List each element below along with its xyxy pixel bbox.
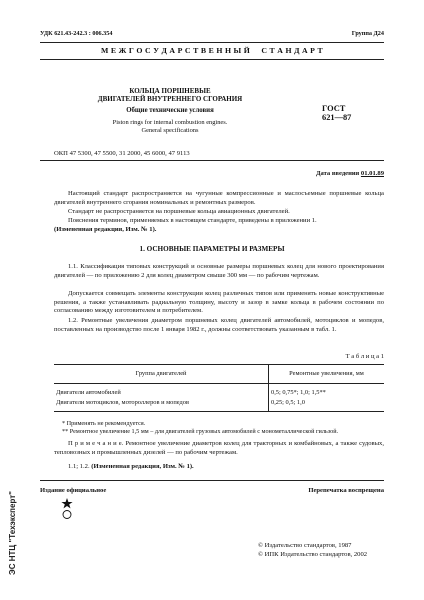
intro-date-label: Дата введения <box>315 170 360 177</box>
section-paragraph-3: 1.2. Ремонтные увеличения диаметром поршневых колец двигателей автомобилей, мотоциклов и мопедов, поставленных на производство после 1 января 1982 г., должны соответствовать указанным в табл. 1. <box>54 317 384 333</box>
title-english-2: General specifications <box>141 127 199 134</box>
table-cell-group: Двигатели мотоциклов, мотороллеров и мопедов <box>54 398 269 412</box>
table-cell-group: Двигатели автомобилей <box>54 384 269 399</box>
copyright-2002: © ИПК Издательство стандартов, 2002 <box>258 551 368 558</box>
intro-amendment: (Измененная редакция, Изм. № 1). <box>54 226 157 233</box>
table-1 <box>54 364 384 412</box>
gost-number: 621—87 <box>322 113 352 122</box>
title-english-1: Piston rings for internal combustion engines. <box>112 119 228 126</box>
intro-date-value: 01.01.89 <box>360 170 384 177</box>
group-code: Группа Д24 <box>351 30 384 37</box>
reprint-notice: Перепечатка воспрещена <box>308 487 384 494</box>
banner-rule <box>40 59 384 60</box>
amendment-ref: 1.1; 1.2. <box>68 463 90 470</box>
table-cell-values: 0,5; 0,75*; 1,0; 1,5** <box>271 389 326 396</box>
gost-label: ГОСТ <box>322 104 346 113</box>
title-line-2: ДВИГАТЕЛЕЙ ВНУТРЕННЕГО СГОРАНИЯ <box>97 95 243 103</box>
table-row <box>54 398 384 412</box>
table-header-values: Ремонтные увеличения, мм <box>269 365 385 384</box>
section-heading: 1. ОСНОВНЫЕ ПАРАМЕТРЫ И РАЗМЕРЫ <box>139 245 285 253</box>
note-text: Ремонтное увеличение диаметров колец для тракторных и комбайновых, а также судовых, тепловозных и промышленных дизелей — по рабочим чертежам. <box>54 440 384 456</box>
side-watermark: ЭС НТЦ "Техэксперт" <box>8 491 17 575</box>
udk-code: УДК 621.43-242.3 : 006.354 <box>40 30 113 37</box>
intro-paragraph-1: Настоящий стандарт распространяется на чугунные компрессионные и маслосъемные поршневые кольца двигателей внутреннего сгорания номинальных и ремонтных размеров. <box>54 190 384 206</box>
amendment-text: (Измененная редакция, Изм. № 1). <box>91 463 194 470</box>
intro-paragraph-2: Стандарт не распространяется на поршневые кольца авиационных двигателей. <box>68 208 290 215</box>
table-row <box>54 384 384 399</box>
footnote-2: ** Ремонтное увеличение 1,5 мм – для двигателей грузовых автомобилей с монометаллической гильзой. <box>62 428 339 435</box>
standard-banner: М Е Ж Г О С У Д А Р С Т В Е Н Н Ы Й С Т А Н Д А Р Т <box>101 46 323 55</box>
table-caption: Т а б л и ц а 1 <box>345 353 384 360</box>
intro-paragraph-3: Пояснения терминов, применяемых в настоящем стандарте, приведены в приложении 1. <box>68 217 317 224</box>
intro-date <box>316 170 384 178</box>
amendment-line <box>54 463 384 472</box>
table-header-group: Группа двигателей <box>54 365 269 384</box>
edition-mark-icon <box>60 497 74 521</box>
copyright-1987: © Издательство стандартов, 1987 <box>258 542 352 549</box>
note-label: П р и м е ч а н и е. <box>68 440 124 447</box>
table-note <box>54 440 384 457</box>
footer-rule <box>40 480 384 481</box>
okp-codes: ОКП 47 5300, 47 5500, 31 2000, 45 6000, 47 9113 <box>54 150 190 157</box>
top-rule <box>40 42 384 43</box>
official-edition: Издание официальное <box>40 487 107 494</box>
section-paragraph-1: 1.1. Классификация типовых конструкций и основные размеры поршневых колец для нового проектирования двигателей — по приложению 2 для колец диаметром свыше 300 мм — по рабочим чертежам. <box>54 263 384 279</box>
footnote-1: * Применять не рекомендуется. <box>62 420 146 427</box>
table-cell-values: 0,25; 0,5; 1,0 <box>269 398 385 412</box>
title-line-1: КОЛЬЦА ПОРШНЕВЫЕ <box>129 87 211 95</box>
title-subtitle: Общие технические условия <box>126 107 214 114</box>
okp-rule <box>40 160 384 161</box>
section-paragraph-2: Допускается совмещать элементы конструкции колец различных типов или применять новые конструктивные решения, а также устанавливать радиальную толщину, высоту и зазор в замке кольца в рабочем состоянии по согласованию между изготовителем и потребителем. <box>54 290 384 315</box>
